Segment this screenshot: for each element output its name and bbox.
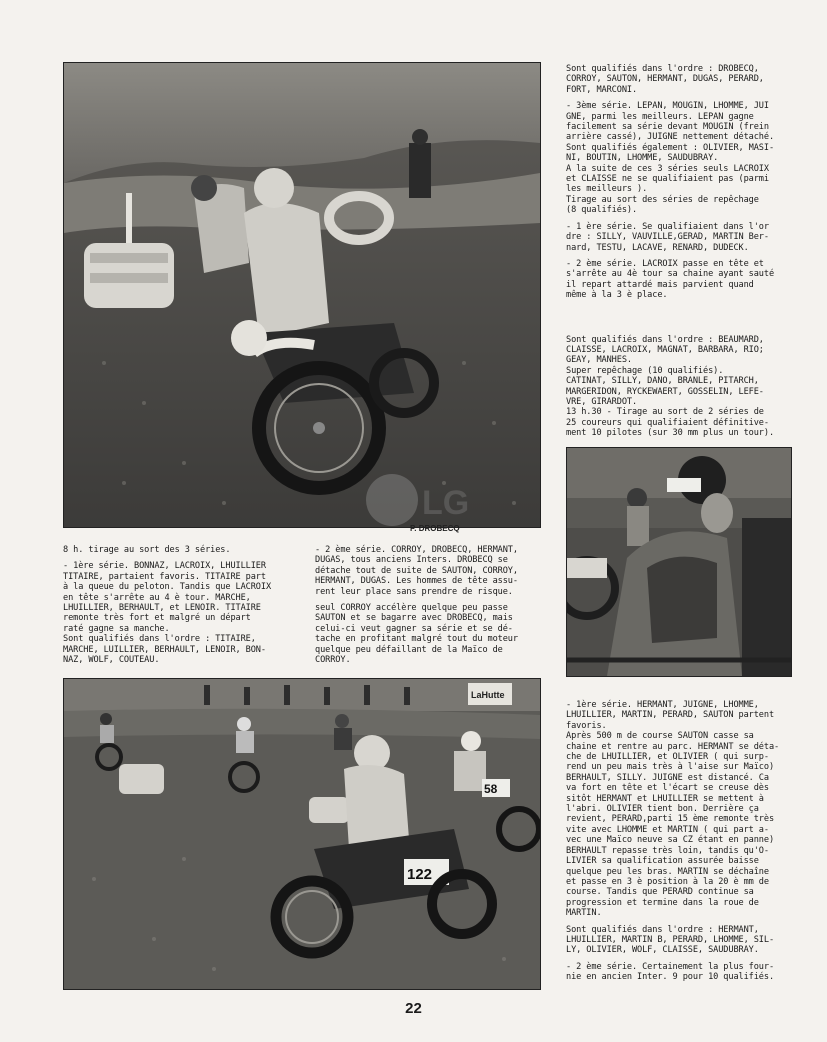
bike-number-122: 122	[407, 866, 433, 883]
paragraph-qualified-super-repechage: Sont qualifiés dans l'ordre : BEAUMARD, CLAISSE, LACROIX, MAGNAT, BARBARA, RIO; GEAY, MANHES. Super repêchage (10 qualifiés). CATINAT, SILLY, DANO, BRANLE, PITARCH, MARGERIDON, RYCKEWAERT, GOSSELIN, LEFE- VRE, GIRARDOT. 13 h.30 - Tirage au sort de 2 séries de 25 coureurs qui qualifiaient définitive- ment 10 pilotes (sur 30 mm plus un tour).	[566, 334, 775, 439]
page-number: 22	[405, 1000, 422, 1017]
watermark-logo	[352, 470, 472, 530]
column-middle-left	[63, 545, 297, 665]
paragraph-2nd-series-start: - 2 ème série. CORROY, DROBECQ, HERMANT, DUGAS, tous anciens Inters. DROBECQ se détache tout de suite de SAUTON, CORROY, HERMANT, DUGAS. Les hommes de tête assu- rent leur place sans prendre de risque.	[315, 545, 518, 597]
column-right-top	[566, 64, 798, 439]
paragraph-qualified-2nd-series: Sont qualifiés dans l'ordre : DROBECQ, CORROY, SAUTON, HERMANT, DUGAS, PERARD, FORT, MARCONI.	[566, 64, 764, 95]
column-right-bottom	[566, 700, 798, 983]
photo-bottom-race	[63, 678, 541, 990]
photo-credit: P. DROBECQ	[410, 524, 460, 533]
photo-right-rider	[566, 447, 792, 677]
paragraph-1st-series: - 1ère série. BONNAZ, LACROIX, LHUILLIER TITAIRE, partaient favoris. TITAIRE part à la queue du peloton. Tandis que LACROIX en tête s'arrête au 4 è tour. MARCHE, LHUILLIER, BERHAULT, et LENOIR. TITAIRE remonte très fort et malgré un départ raté gagne sa manche. Sont qualifiés dans l'ordre : TITAIRE, MARCHE, LUILLIER, BERHAULT, LENOIR, BON- NAZ, WOLF, COUTEAU.	[63, 561, 272, 666]
column-middle-center	[315, 545, 543, 665]
photo-top-riders	[63, 62, 541, 528]
paragraph-repechage-1st: - 1 ère série. Se qualifiaient dans l'or dre : SILLY, VAUVILLE,GERAD, MARTIN Ber- nard, TESTU, LACAVE, RENARD, DUDECK.	[566, 221, 769, 253]
paragraph-2nd-series-end: seul CORROY accélère quelque peu passe SAUTON et se bagarre avec DROBECQ, mais celui-ci veut gagner sa série et se dé- tache en profitant malgré tout du moteur quelque peu défaillant de la Maïco de CORROY.	[315, 603, 518, 666]
paragraph-final-2nd-series: - 2 ème série. Certainement la plus four- nie en ancien Inter. 9 pour 10 qualifiés.	[566, 961, 775, 983]
paragraph-final-1st-series: - 1ère série. HERMANT, JUIGNE, LHOMME, LHUILLIER, MARTIN, PERARD, SAUTON partent favoris. Après 500 m de course SAUTON casse sa chaine et rentre au parc. HERMANT se déta- che de LHUILLIER, et OLIVIER ( qui surp- rend un peu mais très à l'aise sur Maïco) BERHAULT, SILLY. JUIGNE est distancé. Ca va fort en tête et l'écart se creuse dès sitôt HERMANT et LHUILLIER se mettent à l'abri. OLIVIER tient bon. Derrière ça revient, PERARD,parti 15 ème remonte très vite avec LHOMME et MARTIN ( qui part a- vec une Maïco neuve sa CZ étant en panne) BERHAULT repasse très loin, tandis qu'O- LIVIER sa qualification assurée baisse quelque peu les bras. MARTIN se déchaîne et passe en 3 è position à la 20 è mm de course. Tandis que PERARD continue sa progression et termine dans la roue de MARTIN.	[566, 700, 780, 919]
paragraph-3rd-series: - 3ème série. LEPAN, MOUGIN, LHOMME, JUI GNE, parmi les meilleurs. LEPAN gagne facilement sa série devant MOUGIN (frein arrière cassé), JUIGNE nettement détaché. Sont qualifiés également : OLIVIER, MASI- NI, BOUTIN, LHOMME, SAUDUBRAY. A la suite de ces 3 séries seuls LACROIX et CLAISSE ne se qualifiaient pas (parmi les meilleurs ). Tirage au sort des séries de repêchage (8 qualifiés).	[566, 101, 775, 216]
paragraph-draw: 8 h. tirage au sort des 3 séries.	[63, 545, 231, 555]
bike-number-58: 58	[484, 782, 498, 796]
sign-text: LaHutte	[471, 690, 505, 700]
paragraph-final-qualified: Sont qualifiés dans l'ordre : HERMANT, LHUILLIER, MARTIN B, PERARD, LHOMME, SIL- LY, OLIVIER, WOLF, CLAISSE, SAUDUBRAY.	[566, 924, 775, 956]
paragraph-repechage-2nd: - 2 ème série. LACROIX passe en tête et s'arrête au 4è tour sa chaine ayant sauté il repart attardé mais parvient quand même à la 3 è place.	[566, 258, 775, 301]
watermark-text: LG	[422, 484, 470, 522]
